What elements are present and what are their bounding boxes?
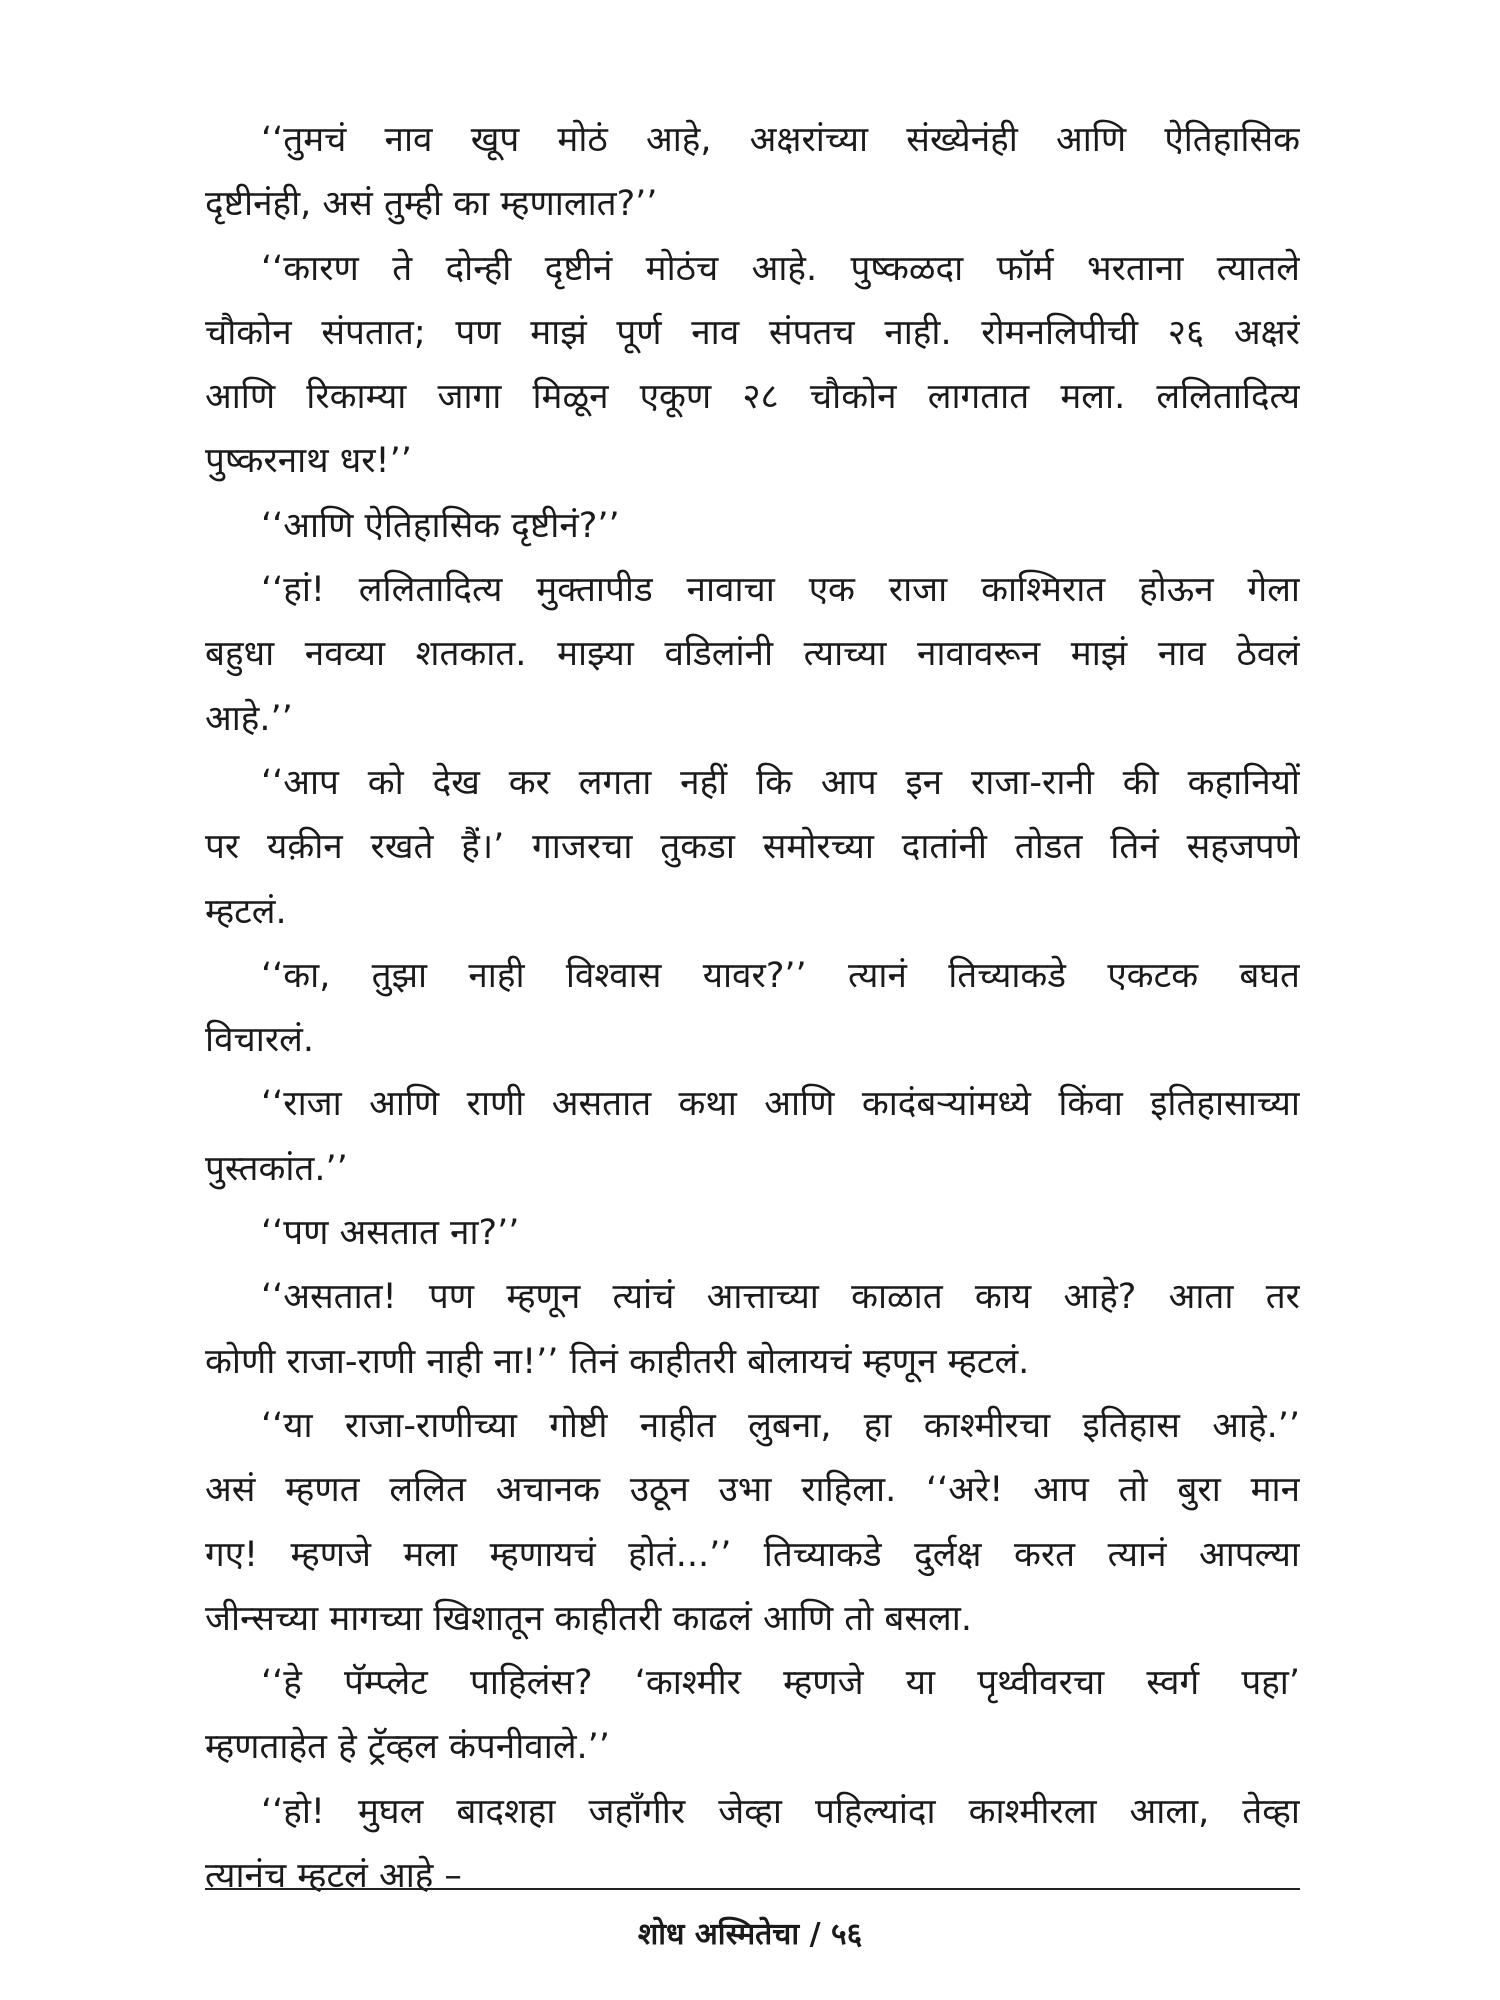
text-line: जीन्सच्या मागच्या खिशातून काहीतरी काढलं आणि तो बसला. [205, 1598, 972, 1639]
text-line: ‘‘या राजा-राणीच्या गोष्टी नाहीत लुबना, हा काश्मीरचा इतिहास आहे.’’ [261, 1405, 1300, 1446]
text-line: ‘‘असतात! पण म्हणून त्यांचं आत्ताच्या काळात काय आहे? आता तर [261, 1277, 1300, 1318]
page-body [205, 108, 1300, 1908]
text-line: ‘‘पण असतात ना?’’ [261, 1213, 520, 1254]
paragraph [205, 1201, 1300, 1265]
text-line: ‘‘हां! ललितादित्य मुक्तापीड नावाचा एक राजा काश्मिरात होऊन गेला [261, 570, 1300, 611]
book-title: शोध अस्मितेचा [637, 1917, 800, 1952]
footer-rule [205, 1888, 1300, 1890]
footer-separator: / [809, 1917, 821, 1952]
paragraph [205, 558, 1300, 751]
paragraph [205, 944, 1300, 1073]
text-line: ‘‘आप को देख कर लगता नहीं कि आप इन राजा-रानी की कहानियों [261, 762, 1300, 803]
text-line: दृष्टीनंही, असं तुम्ही का म्हणालात?’’ [205, 184, 658, 225]
text-line: बहुधा नवव्या शतकात. माझ्या वडिलांनी त्याच्या नावावरून माझं नाव ठेवलं [205, 634, 1300, 675]
text-line: म्हणताहेत हे ट्रॅव्हल कंपनीवाले.’’ [205, 1727, 610, 1768]
text-line: ‘‘आणि ऐतिहासिक दृष्टीनं?’’ [261, 505, 620, 546]
page-number: ५६ [830, 1917, 863, 1952]
text-line: ‘‘का, तुझा नाही विश्वास यावर?’’ त्यानं तिच्याकडे एकटक बघत [261, 955, 1300, 996]
text-line: गए! म्हणजे मला म्हणायचं होतं...’’ तिच्याकडे दुर्लक्ष करत त्यानं आपल्या [205, 1534, 1300, 1575]
text-line: त्यानंच म्हटलं आहे – [205, 1856, 462, 1897]
paragraph [205, 1394, 1300, 1651]
page-footer [0, 1912, 1500, 1953]
paragraph [205, 237, 1300, 494]
text-line: ‘‘हे पॅम्प्लेट पाहिलंस? ‘काश्मीर म्हणजे या पृथ्वीवरचा स्वर्ग पहा’ [261, 1663, 1300, 1704]
text-line: आणि रिकाम्या जागा मिळून एकूण २८ चौकोन लागतात मला. ललितादित्य [205, 377, 1300, 418]
paragraph [205, 494, 1300, 558]
paragraph [205, 1651, 1300, 1780]
paragraph [205, 751, 1300, 944]
text-line: चौकोन संपतात; पण माझं पूर्ण नाव संपतच नाही. रोमनलिपीची २६ अक्षरं [205, 312, 1300, 353]
text-line: विचारलं. [205, 1020, 314, 1061]
text-line: आहे.’’ [205, 698, 293, 739]
text-line: कोणी राजा-राणी नाही ना!’’ तिनं काहीतरी बोलायचं म्हणून म्हटलं. [205, 1341, 1030, 1382]
text-line: पुस्तकांत.’’ [205, 1148, 348, 1189]
text-line: ‘‘हो! मुघल बादशहा जहाँगीर जेव्हा पहिल्यांदा काश्मीरला आला, तेव्हा [261, 1791, 1300, 1832]
text-line: ‘‘तुमचं नाव खूप मोठं आहे, अक्षरांच्या संख्येनंही आणि ऐतिहासिक [261, 120, 1300, 160]
text-line: पर यक़ीन रखते हैं।’ गाजरचा तुकडा समोरच्या दातांनी तोडत तिनं सहजपणे [205, 827, 1300, 868]
paragraph [205, 1265, 1300, 1394]
text-line: असं म्हणत ललित अचानक उठून उभा राहिला. ‘‘अरे! आप तो बुरा मान [205, 1470, 1300, 1511]
text-line: पुष्करनाथ धर!’’ [205, 441, 412, 482]
text-line: ‘‘राजा आणि राणी असतात कथा आणि कादंबऱ्यांमध्ये किंवा इतिहासाच्या [261, 1084, 1300, 1125]
paragraph [205, 1072, 1300, 1201]
text-line: म्हटलं. [205, 891, 287, 932]
paragraph [205, 108, 1300, 237]
text-line: ‘‘कारण ते दोन्ही दृष्टीनं मोठंच आहे. पुष्कळदा फॉर्म भरताना त्यातले [261, 248, 1300, 289]
